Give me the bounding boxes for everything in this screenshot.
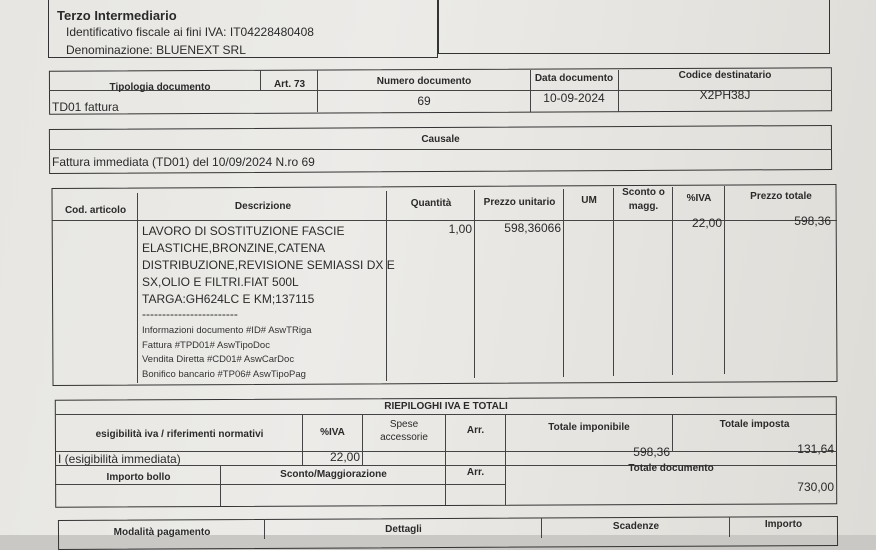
dettagli-header: Dettagli xyxy=(385,524,422,535)
info-line: Vendita Diretta #CD01# AswCarDoc xyxy=(142,354,295,365)
sconto-header xyxy=(615,186,672,214)
spese-header-line1: Spese xyxy=(389,419,419,430)
esig-header: esigibilità iva / riferimenti normativi xyxy=(95,429,264,440)
imponibile-value: 598,36 xyxy=(633,445,670,459)
terzo-piva-row xyxy=(66,25,314,39)
den-value: BLUENEXT SRL xyxy=(156,43,246,57)
den-label: Denominazione: xyxy=(66,43,153,57)
desc-line: TARGA:GH624LC E KM;137115 xyxy=(142,292,315,306)
tipologia-header: Tipologia documento xyxy=(109,82,211,93)
item-description xyxy=(142,223,395,320)
spese-header xyxy=(363,418,445,444)
riepilogo-title: RIEPILOGHI IVA E TOTALI xyxy=(384,401,508,412)
desc-line: DISTRIBUZIONE,REVISIONE SEMIASSI DX E xyxy=(142,258,395,272)
causale-text: Fattura immediata (TD01) del 10/09/2024 N.ro 69 xyxy=(52,155,315,169)
terzo-den-row xyxy=(66,43,246,57)
spese-header-line2: accessorie xyxy=(380,432,428,443)
data-header: Data documento xyxy=(534,73,614,84)
numero-header: Numero documento xyxy=(376,76,472,87)
sconto-header-line1: Sconto o xyxy=(622,187,665,198)
qty-header: Quantità xyxy=(410,198,452,209)
item-prezzo: 598,36066 xyxy=(504,221,561,235)
item-totale: 598,36 xyxy=(794,214,831,228)
totdoc-header: Totale documento xyxy=(628,463,714,474)
prezzo-unitario-header: Prezzo unitario xyxy=(483,197,556,208)
item-qty: 1,00 xyxy=(448,222,472,236)
desc-line: ELASTICHE,BRONZINE,CATENA xyxy=(142,241,326,255)
art73-header: Art. 73 xyxy=(273,79,306,90)
cod-header: Cod. articolo xyxy=(64,205,127,216)
um-header: UM xyxy=(581,195,597,206)
codice-header: Codice destinatario xyxy=(678,70,772,81)
desc-line: LAVORO DI SOSTITUZIONE FASCIE xyxy=(142,224,345,238)
piva-label: Identificativo fiscale ai fini IVA: xyxy=(66,25,227,39)
sconto-magg-header: Sconto/Maggiorazione xyxy=(280,469,387,480)
esig-value: I (esigibilità immediata) xyxy=(58,452,181,466)
bollo-header: Importo bollo xyxy=(106,472,171,483)
codice-value: X2PH38J xyxy=(699,88,751,102)
riep-iva-value: 22,00 xyxy=(329,450,360,464)
item-iva: 22,00 xyxy=(691,216,722,230)
imposta-header: Totale imposta xyxy=(719,419,790,430)
scadenze-header: Scadenze xyxy=(612,521,660,532)
arr2-header: Arr. xyxy=(466,467,485,478)
piva-value: IT04228480408 xyxy=(229,25,314,39)
item-info xyxy=(142,324,312,382)
riep-iva-header: %IVA xyxy=(320,427,345,438)
modalita-header: Modalità pagamento xyxy=(113,527,211,538)
causale-header: Causale xyxy=(421,134,460,145)
numero-value: 69 xyxy=(417,94,431,108)
info-line: Fattura #TPD01# AswTipoDoc xyxy=(142,339,270,351)
iva-header: %IVA xyxy=(686,193,712,204)
totale-header: Prezzo totale xyxy=(750,191,812,202)
totdoc-value: 730,00 xyxy=(797,480,834,494)
right-empty-box xyxy=(438,0,830,54)
imposta-value: 131,64 xyxy=(797,442,834,456)
tipologia-value: TD01 fattura xyxy=(52,100,119,114)
desc-line: ------------------------ xyxy=(142,307,238,321)
arr-header: Arr. xyxy=(466,425,485,436)
imponibile-header: Totale imponibile xyxy=(548,422,630,433)
importo-header: Importo xyxy=(764,519,803,530)
data-value: 10-09-2024 xyxy=(543,91,605,105)
desc-line: SX,OLIO E FILTRI.FIAT 500L xyxy=(142,275,299,289)
info-line: Informazioni documento #ID# AswTRiga xyxy=(142,325,312,336)
sconto-header-line2: magg. xyxy=(628,201,659,212)
terzo-title: Terzo Intermediario xyxy=(57,8,177,23)
desc-header: Descrizione xyxy=(234,201,292,212)
info-line: Bonifico bancario #TP06# AswTipoPag xyxy=(142,368,306,380)
